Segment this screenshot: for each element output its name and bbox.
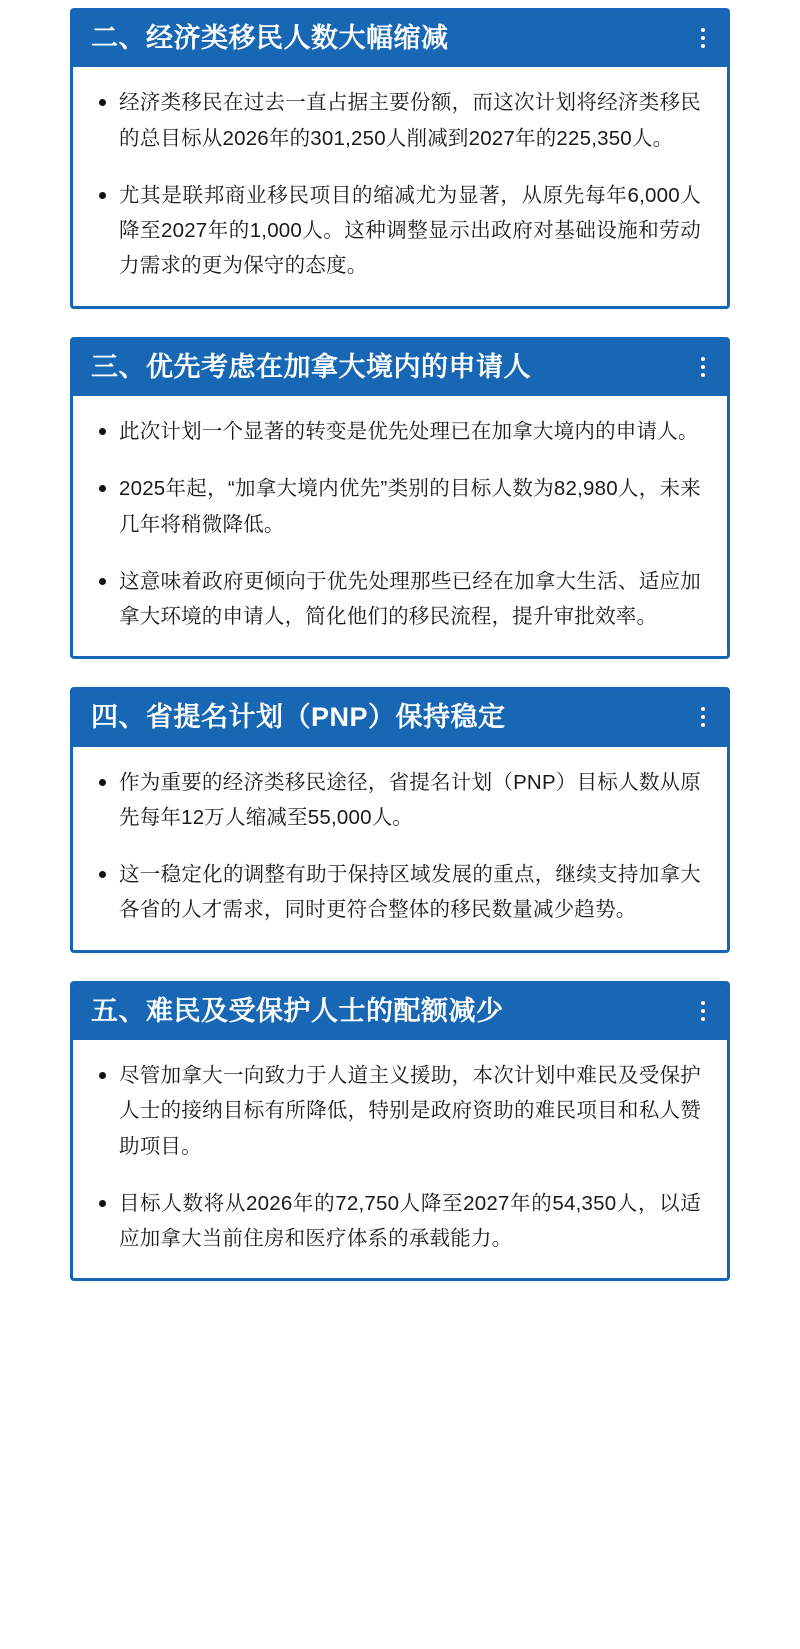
section-title: 五、难民及受保护人士的配额减少 (91, 995, 504, 1026)
section-body (73, 67, 727, 305)
kebab-menu-icon[interactable] (691, 999, 709, 1023)
list-item: 尤其是联邦商业移民项目的缩减尤为显著，从原先每年6,000人降至2027年的1,000人。这种调整显示出政府对基础设施和劳动力需求的更为保守的态度。 (119, 178, 701, 284)
section-title: 四、省提名计划（PNP）保持稳定 (91, 702, 506, 733)
section-card (70, 687, 730, 952)
bullet-list (93, 765, 701, 928)
section-body (73, 1040, 727, 1278)
section-card (70, 337, 730, 660)
section-body (73, 747, 727, 950)
section-body (73, 396, 727, 656)
kebab-menu-icon[interactable] (691, 355, 709, 379)
section-header (73, 690, 727, 746)
bullet-list (93, 1058, 701, 1256)
section-header (73, 11, 727, 67)
kebab-menu-icon[interactable] (691, 705, 709, 729)
section-header (73, 340, 727, 396)
bullet-list (93, 414, 701, 634)
section-header (73, 984, 727, 1040)
kebab-menu-icon[interactable] (691, 26, 709, 50)
bullet-list (93, 85, 701, 283)
section-title: 三、优先考虑在加拿大境内的申请人 (91, 351, 531, 382)
section-card (70, 8, 730, 309)
list-item: 作为重要的经济类移民途径，省提名计划（PNP）目标人数从原先每年12万人缩减至55,000人。 (119, 765, 701, 836)
list-item: 此次计划一个显著的转变是优先处理已在加拿大境内的申请人。 (119, 414, 701, 449)
list-item: 经济类移民在过去一直占据主要份额，而这次计划将经济类移民的总目标从2026年的301,250人削减到2027年的225,350人。 (119, 85, 701, 156)
list-item: 这一稳定化的调整有助于保持区域发展的重点，继续支持加拿大各省的人才需求，同时更符合整体的移民数量减少趋势。 (119, 857, 701, 928)
list-item: 尽管加拿大一向致力于人道主义援助，本次计划中难民及受保护人士的接纳目标有所降低，特别是政府资助的难民项目和私人赞助项目。 (119, 1058, 701, 1164)
section-title: 二、经济类移民人数大幅缩减 (91, 23, 449, 53)
list-item: 这意味着政府更倾向于优先处理那些已经在加拿大生活、适应加拿大环境的申请人，简化他们的移民流程，提升审批效率。 (119, 564, 701, 635)
list-item: 2025年起，“加拿大境内优先”类别的目标人数为82,980人，未来几年将稍微降低。 (119, 471, 701, 542)
list-item: 目标人数将从2026年的72,750人降至2027年的54,350人，以适应加拿大当前住房和医疗体系的承载能力。 (119, 1186, 701, 1257)
section-card (70, 981, 730, 1282)
